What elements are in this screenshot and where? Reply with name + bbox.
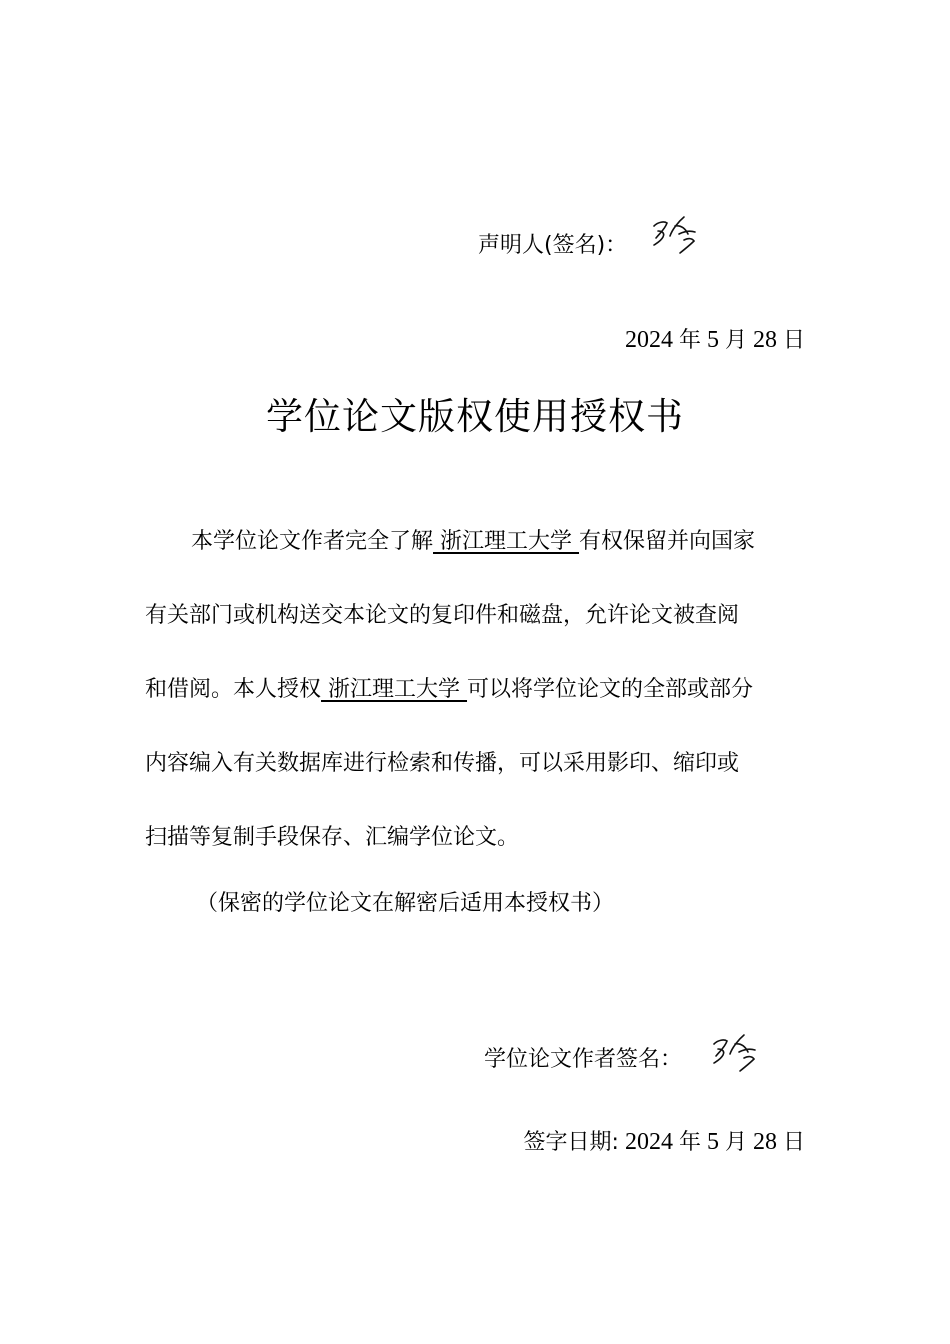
declaration-date-month-unit: 月	[724, 328, 747, 353]
author-handwritten-signature	[708, 1026, 768, 1076]
declaration-date-day: 28	[752, 327, 777, 353]
declaration-date-year: 2024	[624, 327, 673, 353]
line-3-before-text: 和借阅。本人授权	[145, 677, 322, 702]
authorization-paragraph-line-3	[145, 672, 805, 708]
authorization-paragraph-line-4: 内容编入有关数据库进行检索和传播，可以采用影印、缩印或	[145, 751, 740, 776]
line-1-after-text: 有权保留并向国家	[579, 529, 756, 554]
signing-date-day-unit: 日	[782, 1130, 805, 1155]
authorization-paragraph-line-2: 有关部门或机构送交本论文的复印件和磁盘，允许论文被查阅	[145, 603, 740, 628]
signing-date-day: 28	[752, 1129, 777, 1155]
signing-date-year-unit: 年	[678, 1130, 701, 1155]
signing-date-year: 2024	[624, 1129, 673, 1155]
authorization-paragraph-line-1	[145, 524, 805, 560]
university-name-underlined: 浙江理工大学	[321, 677, 468, 702]
signing-date	[524, 1124, 805, 1161]
declarant-signature-label: 声明人(签名)：	[478, 233, 628, 258]
university-name-underlined: 浙江理工大学	[433, 529, 580, 554]
declaration-date-day-unit: 日	[782, 328, 805, 353]
line-1-before-text: 本学位论文作者完全了解	[191, 529, 434, 554]
signing-date-label: 签字日期:	[523, 1130, 619, 1155]
confidentiality-note: （保密的学位论文在解密后适用本授权书）	[196, 891, 615, 916]
declaration-date-year-unit: 年	[678, 328, 701, 353]
signing-date-month: 5	[706, 1129, 719, 1155]
declaration-date	[625, 322, 805, 359]
authorization-paragraph-line-5: 扫描等复制手段保存、汇编学位论文。	[145, 825, 520, 850]
declaration-date-month: 5	[706, 327, 719, 353]
declarant-handwritten-signature	[648, 208, 708, 258]
document-title: 学位论文版权使用授权书	[266, 395, 684, 438]
signing-date-month-unit: 月	[724, 1130, 747, 1155]
author-signature-label: 学位论文作者签名：	[484, 1047, 683, 1072]
line-3-after-text: 可以将学位论文的全部或部分	[467, 677, 754, 702]
